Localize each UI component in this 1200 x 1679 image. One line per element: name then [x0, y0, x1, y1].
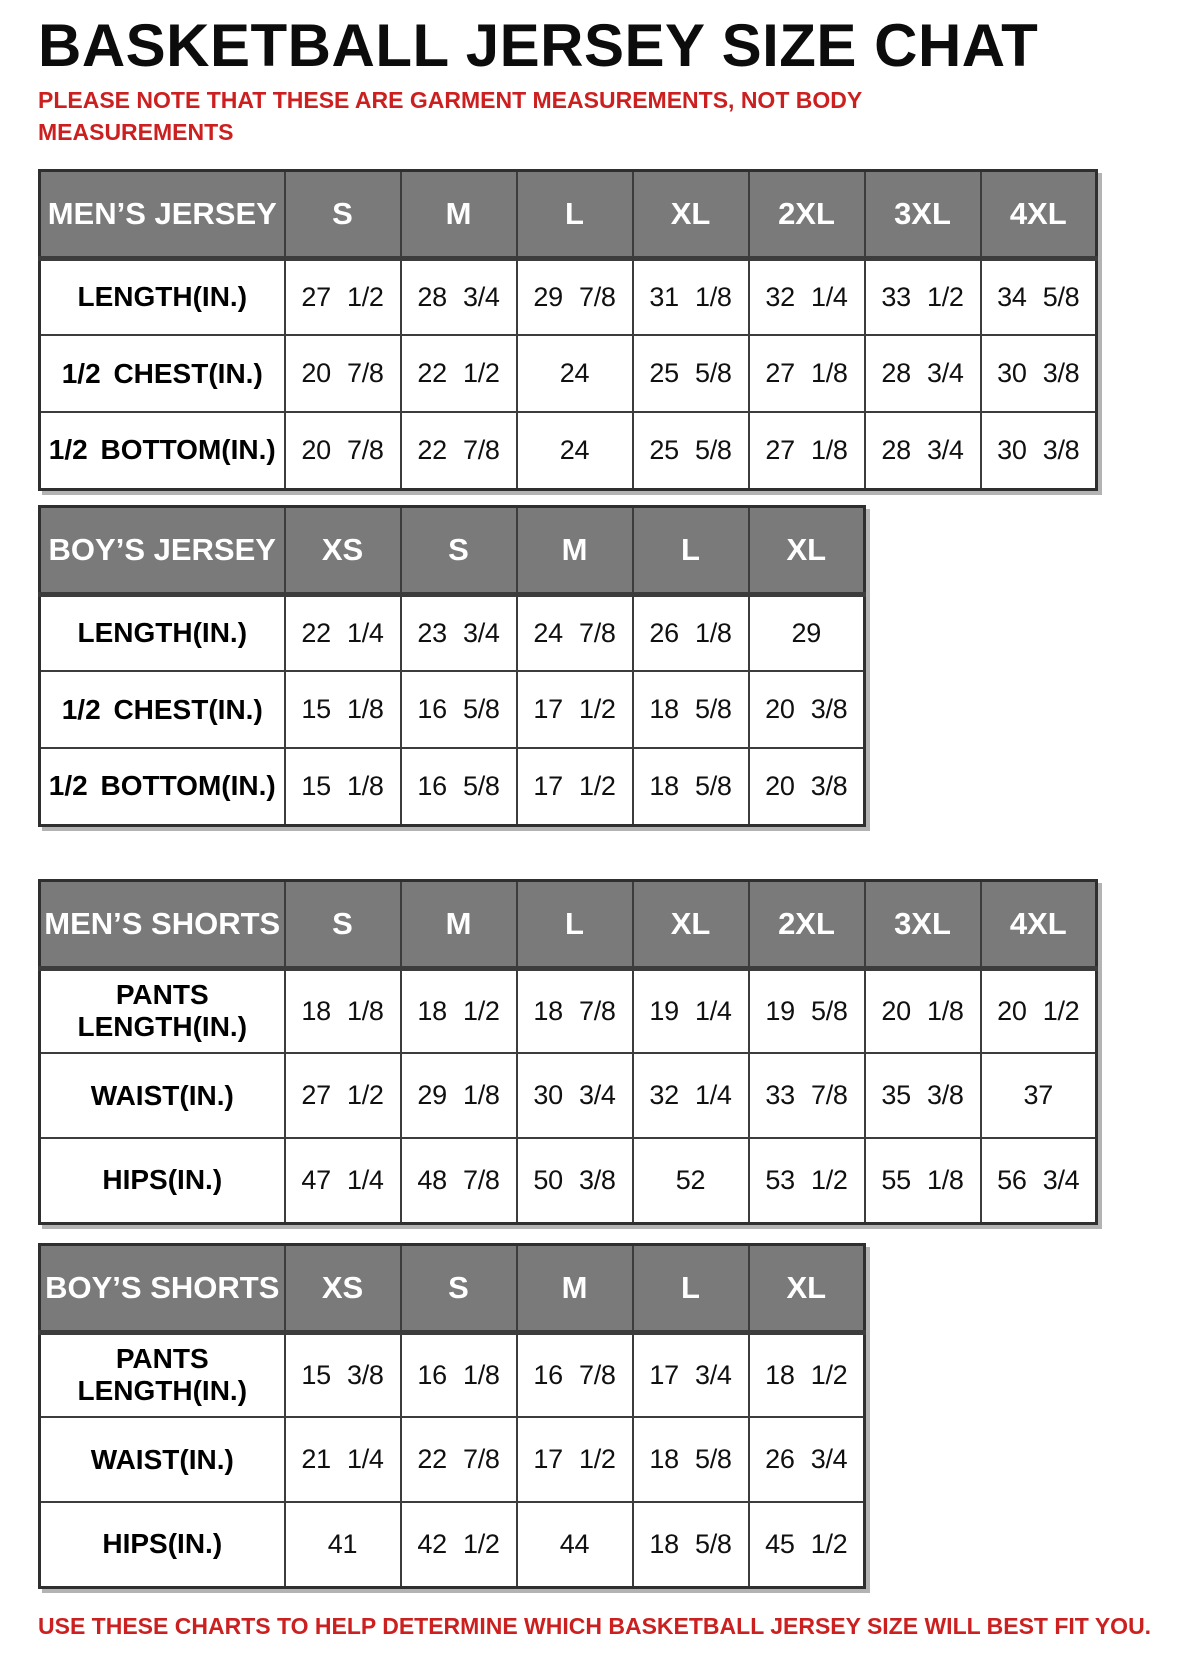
table-row — [40, 594, 865, 671]
mens-jersey-measurement-cell: 33 1/2 — [865, 258, 981, 335]
boys-jersey-row-label: 1/2 BOTTOM(IN.) — [40, 748, 285, 825]
mens-shorts-measurement-cell: 18 1/2 — [401, 968, 517, 1053]
mens-jersey-title-cell: MEN’S JERSEY — [40, 170, 285, 258]
boys-shorts-measurement-cell: 18 1/2 — [749, 1332, 865, 1417]
mens-jersey-measurement-cell: 28 3/4 — [865, 412, 981, 489]
table-row — [40, 1138, 1097, 1223]
boys-shorts-row-label: PANTS LENGTH(IN.) — [40, 1332, 285, 1417]
boys-jersey-size-header: M — [517, 506, 633, 594]
boys-jersey-measurement-cell: 20 3/8 — [749, 671, 865, 748]
mens-shorts-size-header: M — [401, 880, 517, 968]
boys-shorts-row-label: WAIST(IN.) — [40, 1417, 285, 1502]
boys-shorts-measurement-cell: 18 5/8 — [633, 1502, 749, 1587]
mens-jersey-row-label: LENGTH(IN.) — [40, 258, 285, 335]
mens-jersey-size-header: L — [517, 170, 633, 258]
mens-shorts-row-label: WAIST(IN.) — [40, 1053, 285, 1138]
boys-jersey-measurement-cell: 15 1/8 — [285, 671, 401, 748]
mens-jersey-size-header: 3XL — [865, 170, 981, 258]
mens-jersey-measurement-cell: 25 5/8 — [633, 335, 749, 412]
mens-shorts-measurement-cell: 52 — [633, 1138, 749, 1223]
boys-jersey-row-label: LENGTH(IN.) — [40, 594, 285, 671]
boys-shorts-title-cell: BOY’S SHORTS — [40, 1244, 285, 1332]
mens-jersey-measurement-cell: 20 7/8 — [285, 412, 401, 489]
boys-shorts-measurement-cell: 15 3/8 — [285, 1332, 401, 1417]
fit-advice-footer: USE THESE CHARTS TO HELP DETERMINE WHICH BASKETBALL JERSEY SIZE WILL BEST FIT YOU. — [38, 1612, 1152, 1639]
boys-shorts-size-header: S — [401, 1244, 517, 1332]
mens-jersey-measurement-cell: 24 — [517, 335, 633, 412]
mens-shorts-measurement-cell: 56 3/4 — [981, 1138, 1097, 1223]
size-table-boys-jersey — [38, 505, 866, 827]
boys-jersey-title-cell: BOY’S JERSEY — [40, 506, 285, 594]
mens-shorts-measurement-cell: 18 1/8 — [285, 968, 401, 1053]
mens-jersey-measurement-cell: 27 1/8 — [749, 412, 865, 489]
garment-measurement-note: PLEASE NOTE THAT THESE ARE GARMENT MEASUREMENTS, NOT BODY MEASUREMENTS — [38, 87, 862, 145]
size-table-mens-jersey — [38, 169, 1098, 491]
mens-jersey-measurement-cell: 31 1/8 — [633, 258, 749, 335]
boys-jersey-size-header: L — [633, 506, 749, 594]
boys-jersey-size-header: XS — [285, 506, 401, 594]
boys-jersey-measurement-cell: 16 5/8 — [401, 671, 517, 748]
mens-jersey-measurement-cell: 28 3/4 — [865, 335, 981, 412]
mens-shorts-measurement-cell: 20 1/8 — [865, 968, 981, 1053]
mens-jersey-measurement-cell: 22 1/2 — [401, 335, 517, 412]
boys-jersey-measurement-cell: 17 1/2 — [517, 671, 633, 748]
mens-jersey-size-header: S — [285, 170, 401, 258]
mens-jersey-size-header: M — [401, 170, 517, 258]
mens-jersey-measurement-cell: 24 — [517, 412, 633, 489]
mens-jersey-measurement-cell: 27 1/2 — [285, 258, 401, 335]
boys-jersey-measurement-cell: 22 1/4 — [285, 594, 401, 671]
mens-jersey-measurement-cell: 27 1/8 — [749, 335, 865, 412]
table-row — [40, 335, 1097, 412]
boys-jersey-measurement-cell: 16 5/8 — [401, 748, 517, 825]
boys-shorts-size-header: XL — [749, 1244, 865, 1332]
mens-jersey-measurement-cell: 30 3/8 — [981, 335, 1097, 412]
mens-shorts-row-label: HIPS(IN.) — [40, 1138, 285, 1223]
mens-jersey-measurement-cell: 32 1/4 — [749, 258, 865, 335]
mens-shorts-title-cell: MEN’S SHORTS — [40, 880, 285, 968]
mens-shorts-measurement-cell: 47 1/4 — [285, 1138, 401, 1223]
mens-jersey-measurement-cell: 28 3/4 — [401, 258, 517, 335]
boys-jersey-row-label: 1/2 CHEST(IN.) — [40, 671, 285, 748]
boys-shorts-measurement-cell: 16 7/8 — [517, 1332, 633, 1417]
mens-shorts-measurement-cell: 50 3/8 — [517, 1138, 633, 1223]
table-row — [40, 258, 1097, 335]
table-row — [40, 968, 1097, 1053]
boys-shorts-measurement-cell: 21 1/4 — [285, 1417, 401, 1502]
mens-shorts-measurement-cell: 30 3/4 — [517, 1053, 633, 1138]
mens-shorts-row-label: PANTS LENGTH(IN.) — [40, 968, 285, 1053]
boys-shorts-size-header: L — [633, 1244, 749, 1332]
mens-jersey-measurement-cell: 29 7/8 — [517, 258, 633, 335]
mens-shorts-measurement-cell: 27 1/2 — [285, 1053, 401, 1138]
mens-shorts-measurement-cell: 33 7/8 — [749, 1053, 865, 1138]
boys-shorts-measurement-cell: 16 1/8 — [401, 1332, 517, 1417]
boys-shorts-measurement-cell: 45 1/2 — [749, 1502, 865, 1587]
mens-shorts-size-header: 2XL — [749, 880, 865, 968]
boys-jersey-measurement-cell: 18 5/8 — [633, 671, 749, 748]
mens-jersey-measurement-cell: 25 5/8 — [633, 412, 749, 489]
mens-jersey-row-label: 1/2 CHEST(IN.) — [40, 335, 285, 412]
boys-jersey-size-header: S — [401, 506, 517, 594]
table-row — [40, 412, 1097, 489]
mens-shorts-size-header: XL — [633, 880, 749, 968]
mens-jersey-measurement-cell: 20 7/8 — [285, 335, 401, 412]
boys-shorts-measurement-cell: 41 — [285, 1502, 401, 1587]
mens-shorts-measurement-cell: 19 1/4 — [633, 968, 749, 1053]
mens-shorts-measurement-cell: 32 1/4 — [633, 1053, 749, 1138]
boys-jersey-measurement-cell: 20 3/8 — [749, 748, 865, 825]
boys-shorts-size-header: M — [517, 1244, 633, 1332]
mens-shorts-size-header: 3XL — [865, 880, 981, 968]
boys-shorts-measurement-cell: 18 5/8 — [633, 1417, 749, 1502]
boys-jersey-measurement-cell: 18 5/8 — [633, 748, 749, 825]
mens-jersey-size-header: 2XL — [749, 170, 865, 258]
boys-jersey-measurement-cell: 15 1/8 — [285, 748, 401, 825]
boys-shorts-measurement-cell: 44 — [517, 1502, 633, 1587]
mens-jersey-size-header: 4XL — [981, 170, 1097, 258]
mens-shorts-size-header: S — [285, 880, 401, 968]
boys-jersey-measurement-cell: 23 3/4 — [401, 594, 517, 671]
mens-shorts-size-header: 4XL — [981, 880, 1097, 968]
boys-shorts-measurement-cell: 22 7/8 — [401, 1417, 517, 1502]
mens-shorts-measurement-cell: 19 5/8 — [749, 968, 865, 1053]
mens-shorts-measurement-cell: 18 7/8 — [517, 968, 633, 1053]
mens-jersey-measurement-cell: 34 5/8 — [981, 258, 1097, 335]
mens-shorts-measurement-cell: 53 1/2 — [749, 1138, 865, 1223]
boys-jersey-measurement-cell: 24 7/8 — [517, 594, 633, 671]
mens-shorts-size-header: L — [517, 880, 633, 968]
boys-shorts-measurement-cell: 26 3/4 — [749, 1417, 865, 1502]
boys-shorts-size-header: XS — [285, 1244, 401, 1332]
mens-shorts-measurement-cell: 55 1/8 — [865, 1138, 981, 1223]
boys-shorts-measurement-cell: 17 1/2 — [517, 1417, 633, 1502]
boys-jersey-measurement-cell: 26 1/8 — [633, 594, 749, 671]
mens-shorts-measurement-cell: 37 — [981, 1053, 1097, 1138]
mens-jersey-row-label: 1/2 BOTTOM(IN.) — [40, 412, 285, 489]
mens-shorts-measurement-cell: 20 1/2 — [981, 968, 1097, 1053]
table-row — [40, 671, 865, 748]
mens-shorts-measurement-cell: 35 3/8 — [865, 1053, 981, 1138]
boys-jersey-size-header: XL — [749, 506, 865, 594]
page-title: BASKETBALL JERSEY SIZE CHAT — [38, 12, 1039, 79]
boys-jersey-measurement-cell: 29 — [749, 594, 865, 671]
mens-jersey-measurement-cell: 22 7/8 — [401, 412, 517, 489]
table-row — [40, 1502, 865, 1587]
mens-shorts-measurement-cell: 48 7/8 — [401, 1138, 517, 1223]
boys-jersey-measurement-cell: 17 1/2 — [517, 748, 633, 825]
mens-jersey-measurement-cell: 30 3/8 — [981, 412, 1097, 489]
size-table-mens-shorts — [38, 879, 1098, 1225]
boys-shorts-row-label: HIPS(IN.) — [40, 1502, 285, 1587]
boys-shorts-measurement-cell: 42 1/2 — [401, 1502, 517, 1587]
mens-shorts-measurement-cell: 29 1/8 — [401, 1053, 517, 1138]
table-row — [40, 1053, 1097, 1138]
table-row — [40, 1332, 865, 1417]
mens-jersey-size-header: XL — [633, 170, 749, 258]
size-table-boys-shorts — [38, 1243, 866, 1589]
table-row — [40, 1417, 865, 1502]
table-row — [40, 748, 865, 825]
boys-shorts-measurement-cell: 17 3/4 — [633, 1332, 749, 1417]
